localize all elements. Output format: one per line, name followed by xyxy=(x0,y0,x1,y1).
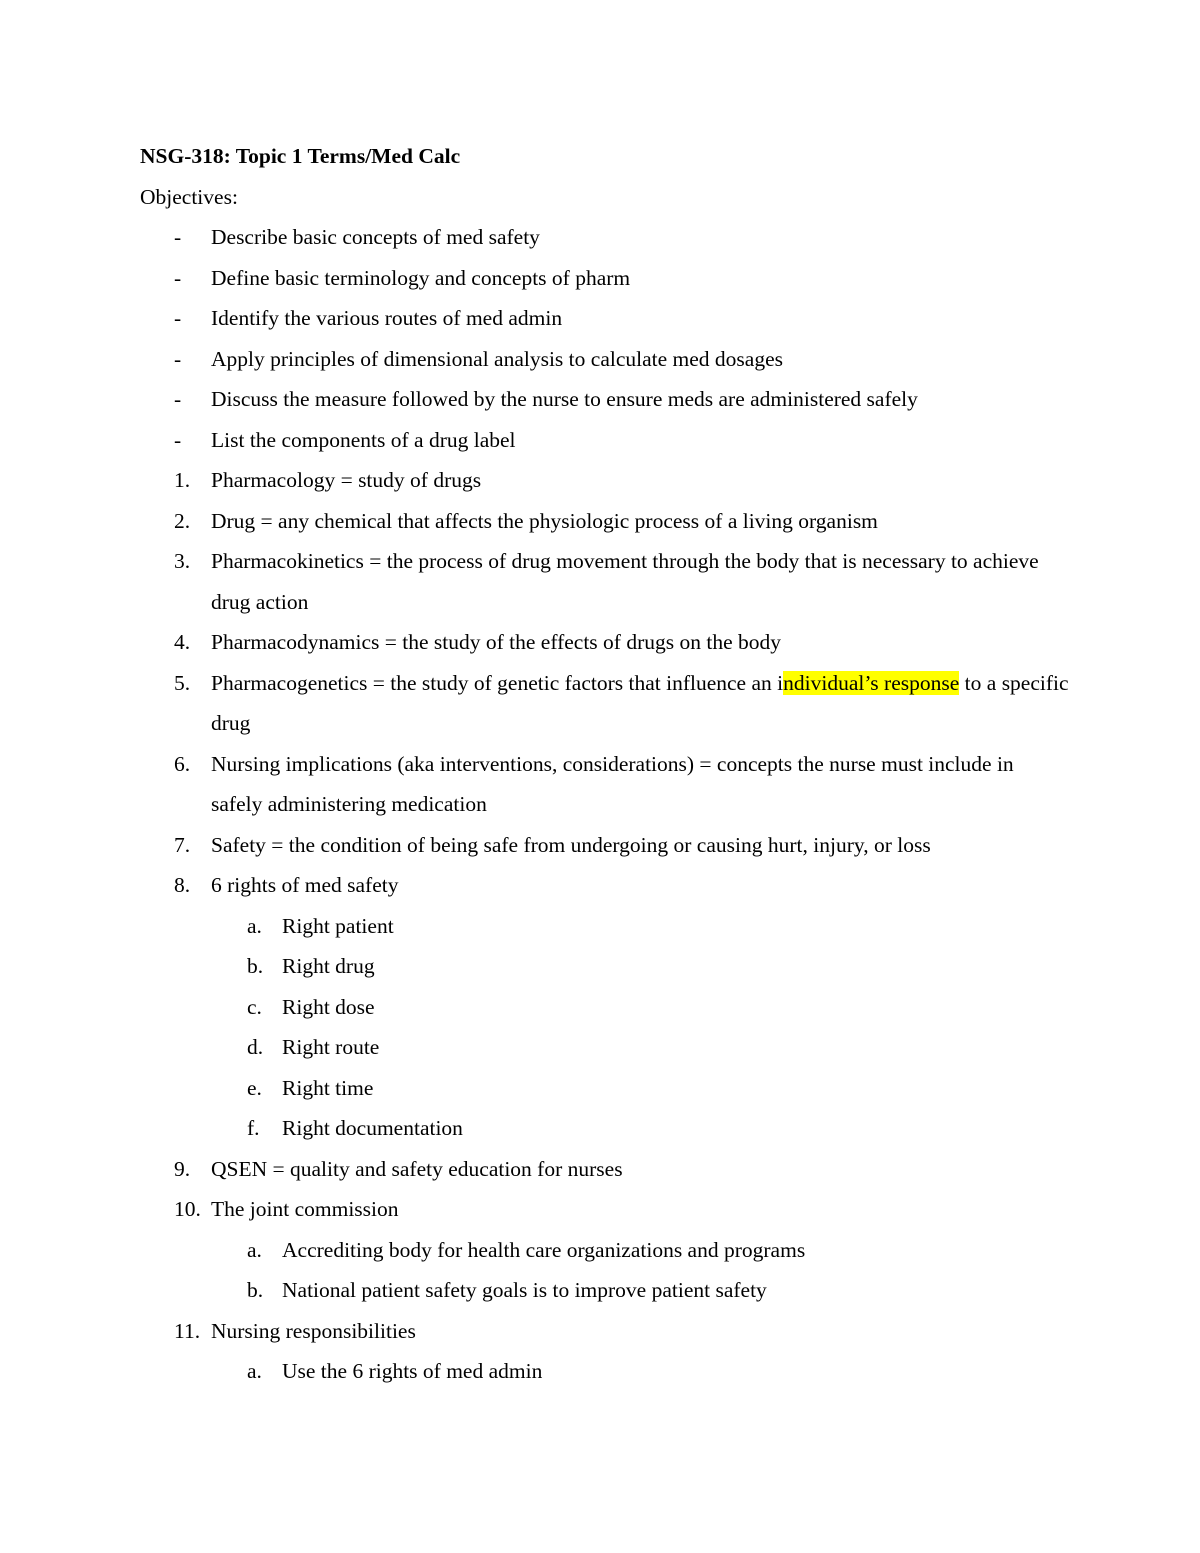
item-number: 2. xyxy=(174,508,191,533)
sub-item-letter: a. xyxy=(247,1359,262,1383)
objective-item xyxy=(140,217,1070,258)
sub-item xyxy=(140,987,1070,1028)
item-number: 5. xyxy=(174,670,191,695)
item-text: Safety = the condition of being safe from undergoing or causing hurt, injury, or loss xyxy=(211,832,931,857)
item-text: Pharmacokinetics = the process of drug movement through the body that is necessary to achieve drug action xyxy=(211,549,1039,614)
highlighted-text: ndividual’s response xyxy=(783,670,960,695)
item-text: Pharmacology = study of drugs xyxy=(211,468,482,492)
sub-item-text: Use the 6 rights of med admin xyxy=(282,1359,543,1383)
dash-bullet: - xyxy=(174,225,182,249)
sub-item-text: Right patient xyxy=(282,913,394,938)
sub-item-text: Right time xyxy=(282,1075,374,1100)
objective-text: Discuss the measure followed by the nurse to ensure meds are administered safely xyxy=(211,387,918,411)
sub-item xyxy=(140,1068,1070,1109)
item-number: 4. xyxy=(174,630,191,654)
numbered-item xyxy=(140,501,1070,542)
objective-item xyxy=(140,379,1070,420)
sub-item xyxy=(140,1027,1070,1068)
item-number: 10. xyxy=(174,1197,201,1221)
item-text-after: to a specific drug xyxy=(211,670,1069,735)
sub-item-letter: d. xyxy=(247,1035,264,1059)
sub-item xyxy=(140,1108,1070,1149)
item-text: Nursing responsibilities xyxy=(211,1318,416,1343)
item-number: 8. xyxy=(174,873,191,897)
item-text xyxy=(211,663,1070,744)
numbered-item xyxy=(140,460,1070,501)
objective-text: Apply principles of dimensional analysis to calculate med dosages xyxy=(211,346,783,371)
objective-text: Describe basic concepts of med safety xyxy=(211,225,540,249)
objective-text: List the components of a drug label xyxy=(211,427,516,452)
dash-bullet: - xyxy=(174,265,182,290)
dash-bullet: - xyxy=(174,346,182,371)
item-text: Nursing implications (aka interventions, considerations) = concepts the nurse must include in safely administering medication xyxy=(211,751,1014,816)
item-number: 6. xyxy=(174,751,191,776)
sub-item xyxy=(140,1351,1070,1392)
item-number: 9. xyxy=(174,1156,191,1181)
document-body xyxy=(140,136,1070,1392)
item-number: 7. xyxy=(174,832,191,857)
sub-item xyxy=(140,1270,1070,1311)
objective-text: Identify the various routes of med admin xyxy=(211,306,563,330)
numbered-item xyxy=(140,541,1070,622)
objective-item xyxy=(140,298,1070,339)
sub-item-letter: a. xyxy=(247,1237,262,1262)
numbered-item xyxy=(140,663,1070,744)
numbered-item xyxy=(140,1311,1070,1352)
item-text: QSEN = quality and safety education for nurses xyxy=(211,1156,623,1181)
objective-text: Define basic terminology and concepts of pharm xyxy=(211,265,631,290)
sub-item-letter: b. xyxy=(247,954,264,978)
sub-item-letter: a. xyxy=(247,913,262,938)
dash-bullet: - xyxy=(174,427,182,452)
numbered-item xyxy=(140,825,1070,866)
item-text: Drug = any chemical that affects the physiologic process of a living organism xyxy=(211,508,878,533)
sub-item-text: Right drug xyxy=(282,954,375,978)
objective-item xyxy=(140,420,1070,461)
sub-item-letter: f. xyxy=(247,1116,260,1140)
numbered-item xyxy=(140,865,1070,906)
numbered-item xyxy=(140,744,1070,825)
sub-item xyxy=(140,1230,1070,1271)
sub-item-letter: c. xyxy=(247,994,262,1019)
sub-item-letter: e. xyxy=(247,1075,262,1100)
objective-item xyxy=(140,339,1070,380)
dash-bullet: - xyxy=(174,306,182,330)
sub-item-text: Accrediting body for health care organizations and programs xyxy=(282,1237,806,1262)
sub-item-letter: b. xyxy=(247,1278,264,1302)
item-text-before: Pharmacogenetics = the study of genetic factors that influence an i xyxy=(211,670,784,695)
numbered-item xyxy=(140,1149,1070,1190)
sub-item-text: National patient safety goals is to improve patient safety xyxy=(282,1278,767,1302)
item-text: The joint commission xyxy=(211,1197,399,1221)
sub-item-text: Right documentation xyxy=(282,1116,463,1140)
item-number: 11. xyxy=(174,1318,201,1343)
numbered-item xyxy=(140,1189,1070,1230)
item-number: 1. xyxy=(174,468,191,492)
sub-item xyxy=(140,946,1070,987)
numbered-item xyxy=(140,622,1070,663)
sub-item-text: Right dose xyxy=(282,994,375,1019)
item-text: 6 rights of med safety xyxy=(211,873,399,897)
item-text: Pharmacodynamics = the study of the effects of drugs on the body xyxy=(211,630,782,654)
sub-item xyxy=(140,906,1070,947)
objectives-label: Objectives: xyxy=(140,184,238,209)
item-number: 3. xyxy=(174,549,191,573)
document-title: NSG-318: Topic 1 Terms/Med Calc xyxy=(140,144,461,168)
sub-item-text: Right route xyxy=(282,1035,380,1059)
objective-item xyxy=(140,258,1070,299)
dash-bullet: - xyxy=(174,387,182,411)
